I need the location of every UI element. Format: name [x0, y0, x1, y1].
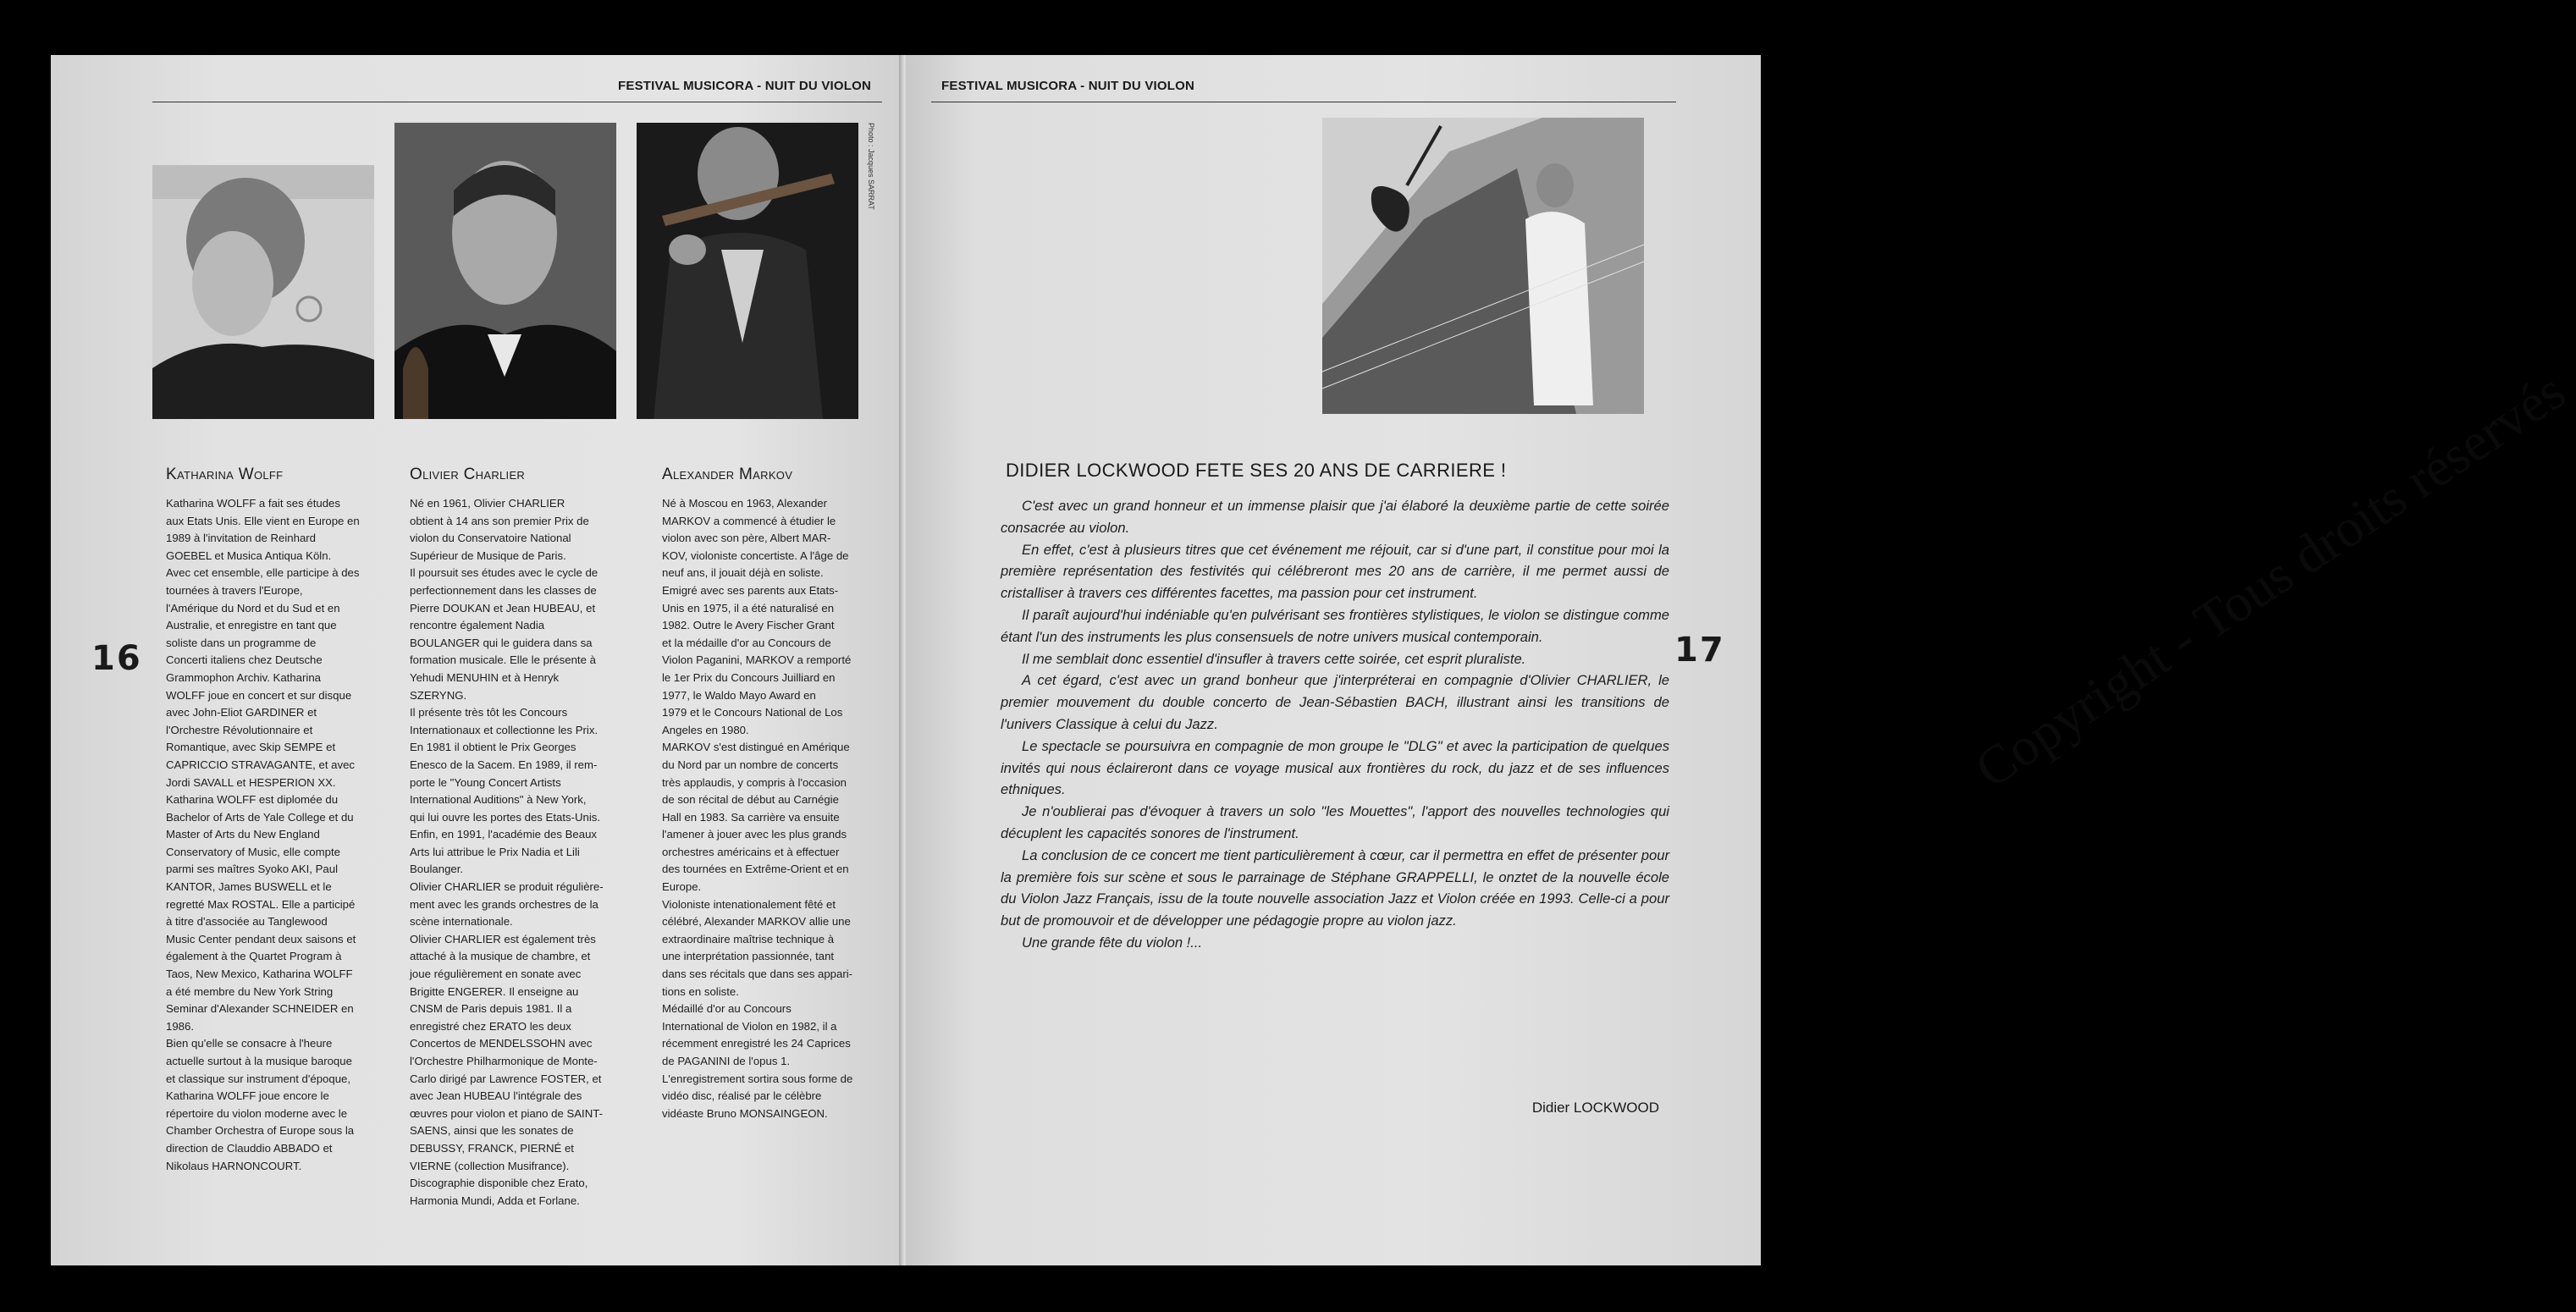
alexander-markov-photo: [637, 123, 858, 419]
katharina-wolff-text: Katharina WOLFF a fait ses études aux Etats Unis. Elle vient en Europe en 1989 à l'invitation de Reinhard GOEBEL et Musica Antiqua Köln. Avec cet ensemble, elle participe à des tournées à travers l'Europe, l'Amérique du Nord et du Sud et en Australie, et enregistre en tant que soliste dans un programme de Concerti italiens chez Deutsche Grammophon Archiv. Katharina WOLFF joue en concert et sur disque avec John-Eliot GARDINER et l'Orchestre Révolutionnaire et Romantique, avec Skip SEMPE et CAPRICCIO STRAVAGANTE, et avec Jordi SAVALL et HESPERION XX. Katharina WOLFF est diplomée du Bachelor of Arts de Yale College et du Master of Arts du New England Conservatory of Music, elle compte parmi ses maîtres Syoko AKI, Paul KANTOR, James BUSWELL et le regretté Max ROSTAL. Elle a participé à titre d'associée au Tanglewood Music Center pendant deux saisons et également à the Quartet Program à Taos, New Mexico, Katharina WOLFF a été membre du New York String Seminar d'Alexander SCHNEIDER en 1986. Bien qu'elle se consacre à l'heure actuelle surtout à la musique baroque et classique sur instrument d'époque, Katharina WOLFF joue encore le répertoire du violon moderne avec le Chamber Orchestra of Europe sous la direction de Clauddio ABBADO et Nikolaus HARNONCOURT.: [166, 497, 360, 1172]
running-head-left: FESTIVAL MUSICORA - NUIT DU VIOLON: [618, 79, 872, 93]
photo-credit: Photo : Jacques SARRAT: [867, 123, 875, 210]
paragraph: Il me semblait donc essentiel d'insufler à travers cette soirée, cet esprit pluraliste.: [1022, 650, 1526, 667]
paragraph: Le spectacle se poursuivra en compagnie de mon groupe le "DLG" et avec la participation de quelques invités qui nous éclaireront dans ce voyage musical aux frontières du rock, du jazz et de ses influences ethniques.: [1001, 737, 1669, 798]
paragraph: C'est avec un grand honneur et un immense plaisir que j'ai élaboré la deuxième partie de cette soirée consacrée au violon.: [1001, 498, 1669, 536]
olivier-charlier-title: Olivier Charlier: [410, 466, 526, 483]
page-number-16: 16: [91, 639, 142, 678]
copyright-watermark: Copyright - Tous droits réservés: [1964, 360, 2576, 800]
alexander-markov-text: Né à Moscou en 1963, Alexander MARKOV a commencé à étudier le violon avec son père, Albert MAR- KOV, violoniste concertiste. A l'âge de neuf ans, il jouait déjà en soliste. Emigré avec ses parents aux Etats- Unis en 1975, il a été naturalisé en 1982. Outre le Avery Fischer Grant et la médaille d'or au Concours de Violon Paganini, MARKOV a remporté le 1er Prix du Concours Juilliard en 1977, le Waldo Mayo Award en 1979 et le Concours National de Los Angeles en 1980. MARKOV s'est distingué en Amérique du Nord par un nombre de concerts très applaudis, y compris à l'occasion de son récital de début au Carnégie Hall en 1983. Sa carrière va ensuite l'amener à jouer avec les plus grands orchestres américains et à effectuer des tournées en Extrême-Orient et en Europe. Violoniste intenationalement fêté et célébré, Alexander MARKOV allie une extraordinaire maîtrise technique à une interprétation passionnée, tant dans ses récitals que dans ses appari- tions en soliste. Médaillé d'or au Concours International de Violon en 1982, il a récemment enregistré les 24 Caprices de PAGANINI de l'opus 1. L'enregistrement sortira sous forme de vidéo disc, réalisé par le célèbre vidéaste Bruno MONSAINGEON.: [662, 497, 853, 1120]
left-page: [51, 55, 906, 1265]
katharina-wolff-photo: [152, 165, 374, 419]
article-body: [1001, 495, 1669, 954]
paragraph: Une grande fête du violon !...: [1022, 934, 1203, 951]
olivier-charlier-text: Né en 1961, Olivier CHARLIER obtient à 14 ans son premier Prix de violon du Conservatoire National Supérieur de Musique de Paris. Il poursuit ses études avec le cycle de perfectionnement dans les classes de Pierre DOUKAN et Jean HUBEAU, et rencontre également Nadia BOULANGER qui le guidera dans sa formation musicale. Elle le présente à Yehudi MENUHIN et à Henryk SZERYNG. Il présente très tôt les Concours Internationaux et collectionne les Prix. En 1981 il obtient le Prix Georges Enesco de la Sacem. En 1989, il rem- porte le "Young Concert Artists International Auditions" à New York, qui lui ouvre les portes des Etats-Unis. Enfin, en 1991, l'académie des Beaux Arts lui attribue le Prix Nadia et Lili Boulanger. Olivier CHARLIER se produit régulière- ment avec les grands orchestres de la scène internationale. Olivier CHARLIER est également très attaché à la musique de chambre, et joue régulièrement en sonate avec Brigitte ENGERER. Il enseigne au CNSM de Paris depuis 1981. Il a enregistré chez ERATO les deux Concertos de MENDELSSOHN avec l'Orchestre Philharmonique de Monte- Carlo dirigé par Lawrence FOSTER, et avec Jean HUBEAU l'intégrale des œuvres pour violon et piano de SAINT- SAENS, ainsi que les sonates de DEBUSSY, FRANCK, PIERNÉ et VIERNE (collection Musifrance). Discographie disponible chez Erato, Harmonia Mundi, Adda et Forlane.: [410, 497, 604, 1207]
didier-lockwood-photo: [1322, 118, 1644, 414]
article-title: DIDIER LOCKWOOD FETE SES 20 ANS DE CARRIERE !: [1006, 460, 1507, 481]
paragraph: Il paraît aujourd'hui indéniable qu'en pulvérisant ses frontières stylistiques, le violon se distingue comme étant l'un des instruments les plus consensuels de notre univers musical contemporain.: [1001, 606, 1669, 645]
paragraph: Je n'oublierai pas d'évoquer à travers un solo "les Mouettes", l'apport des nouvelles technologies qui décuplent les capacités sonores de l'instrument.: [1001, 803, 1669, 841]
paragraph: A cet égard, c'est avec un grand bonheur que j'interpréterai en compagnie d'Olivier CHARLIER, le premier mouvement du double concerto de Jean-Sébastien BACH, illustrant ainsi les transitions de l'univers Classique à celui du Jazz.: [1001, 672, 1669, 732]
olivier-charlier-photo: [394, 123, 616, 419]
katharina-wolff-title: Katharina Wolff: [166, 466, 284, 483]
running-head-right: FESTIVAL MUSICORA - NUIT DU VIOLON: [941, 79, 1195, 93]
alexander-markov-title: Alexander Markov: [662, 466, 793, 483]
signature: Didier LOCKWOOD: [1531, 1100, 1659, 1116]
paragraph: La conclusion de ce concert me tient particulièrement à cœur, car il permettra en effet de présenter pour la première fois sur scène et sous le parrainage de Stéphane GRAPPELLI, le onztet de la nouvelle école du Violon Jazz Français, issu de la toute nouvelle association Jazz et Violon créée en 1993. Celle-ci a pour but de promouvoir et de développer une pédagogie propre au violon jazz.: [1001, 846, 1669, 929]
page-number-17: 17: [1674, 631, 1725, 670]
paragraph: En effet, c'est à plusieurs titres que cet événement me réjouit, car si d'une part, il constitue pour moi la première représentation des festivités qui célébreront mes 20 ans de carrière, il me permet aussi de cristalliser à travers ces différentes facettes, ma passion pour cet instrument.: [1001, 541, 1669, 602]
right-page: [906, 55, 2576, 1265]
